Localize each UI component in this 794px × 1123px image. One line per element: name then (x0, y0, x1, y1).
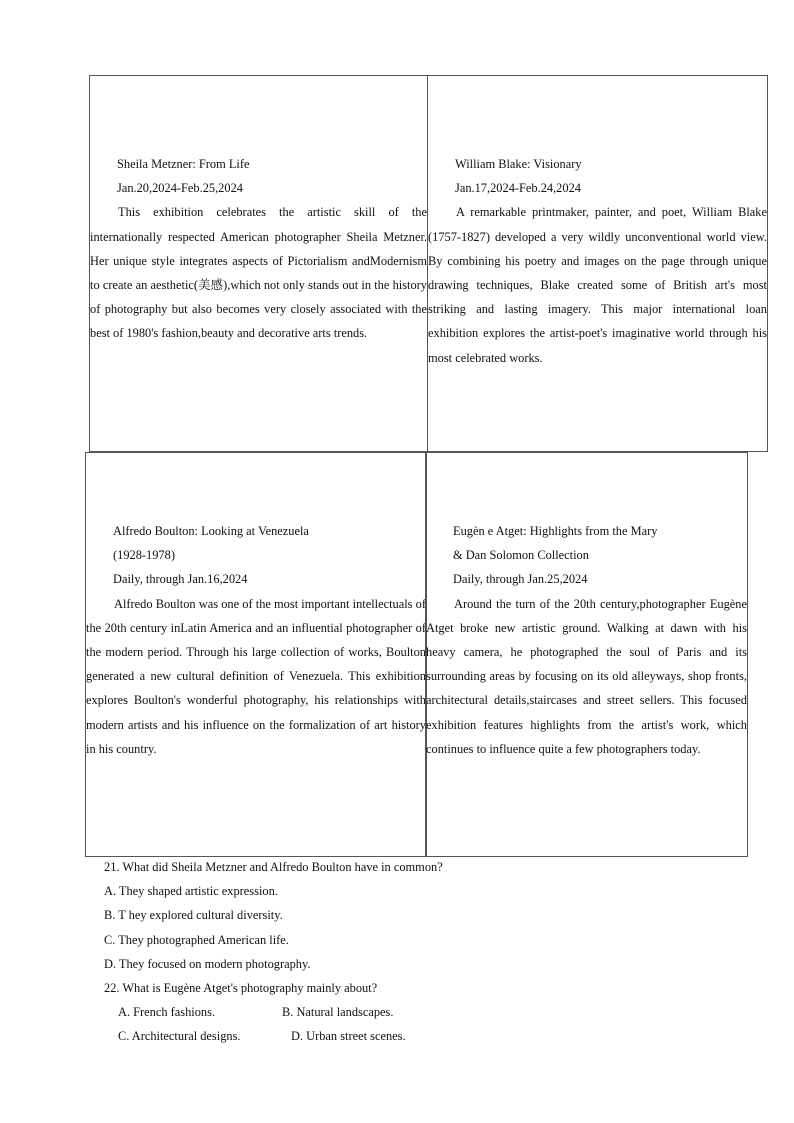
exhibit-title: Sheila Metzner: From Life (117, 157, 250, 171)
question-22-option-b: B. Natural landscapes. (282, 1005, 394, 1020)
exhibit-title: Alfredo Boulton: Looking at Venezuela (113, 524, 309, 538)
questions-section (104, 855, 704, 1049)
question-22-option-a: A. French fashions. (118, 1005, 216, 1020)
exhibit-subtitle: & Dan Solomon Collection (453, 548, 589, 563)
exhibit-box-boulton (85, 452, 427, 857)
exhibit-dates: Jan.17,2024-Feb.24,2024 (455, 181, 581, 196)
question-22-stem: 22. What is Eugène Atget's photography mainly about? (104, 981, 378, 996)
exhibit-description: A remarkable printmaker, painter, and poet, William Blake (1757-1827) developed a very wildly unconventional world view. By combining his poetry and images on the page through unique drawing techniques, Blake created some of British art's most striking and lasting imagery. This major international loan exhibition explores the artist-poet's imaginative world through his most celebrated works. (428, 205, 767, 365)
exhibit-title: Eugèn e Atget: Highlights from the Mary (453, 524, 658, 538)
question-22-option-d: D. Urban street scenes. (291, 1029, 406, 1044)
exhibit-description: Alfredo Boulton was one of the most important intellectuals of the 20th century inLatin America and an influential photographer of the modern period. Through his large collection of works, Boulton generated a new cultural definition of Venezuela. This exhibition explores Boulton's wonderful photography, his relationships with modern artists and his influence on the formalization of art history in his country. (86, 596, 426, 756)
question-22-options-row-2 (104, 1024, 704, 1048)
exhibit-subtitle: (1928-1978) (113, 548, 175, 563)
exhibit-box-blake (427, 75, 768, 452)
question-21-option-c: C. They photographed American life. (104, 932, 289, 947)
exhibit-dates: Jan.20,2024-Feb.25,2024 (117, 181, 243, 196)
question-21-option-a: A. They shaped artistic expression. (104, 884, 278, 899)
exhibit-description: This exhibition celebrates the artistic skill of the internationally respected American photographer Sheila Metzner. Her unique style integrates aspects of Pictorialism andModernism to create an aesthetic(美感),which not only stands out in the history of photography but also becomes very closely associated with the best of 1980's fashion,beauty and decorative arts trends. (90, 205, 427, 341)
exhibit-description: Around the turn of the 20th century,photographer Eugène Atget broke new artistic ground. Walking at dawn with his heavy camera, he photographed the soul of Paris and its surrounding areas by focusing on its old alleyways, shop fronts, architectural details,staircases and street sellers. This focused exhibition features highlights from the artist's work, which continues to influence quite a few photographers today. (426, 596, 747, 756)
question-21-option-d: D. They focused on modern photography. (104, 956, 311, 971)
exhibit-title: William Blake: Visionary (455, 157, 582, 171)
exhibit-dates: Daily, through Jan.16,2024 (113, 572, 248, 587)
question-22-options-row-1 (104, 1000, 704, 1024)
question-21-option-b: B. T hey explored cultural diversity. (104, 908, 283, 923)
question-21-stem: 21. What did Sheila Metzner and Alfredo Boulton have in common? (104, 860, 443, 874)
question-22-option-c: C. Architectural designs. (118, 1029, 241, 1044)
exhibit-dates: Daily, through Jan.25,2024 (453, 572, 588, 587)
exhibit-box-atget (425, 452, 748, 857)
exhibit-box-metzner (89, 75, 428, 452)
